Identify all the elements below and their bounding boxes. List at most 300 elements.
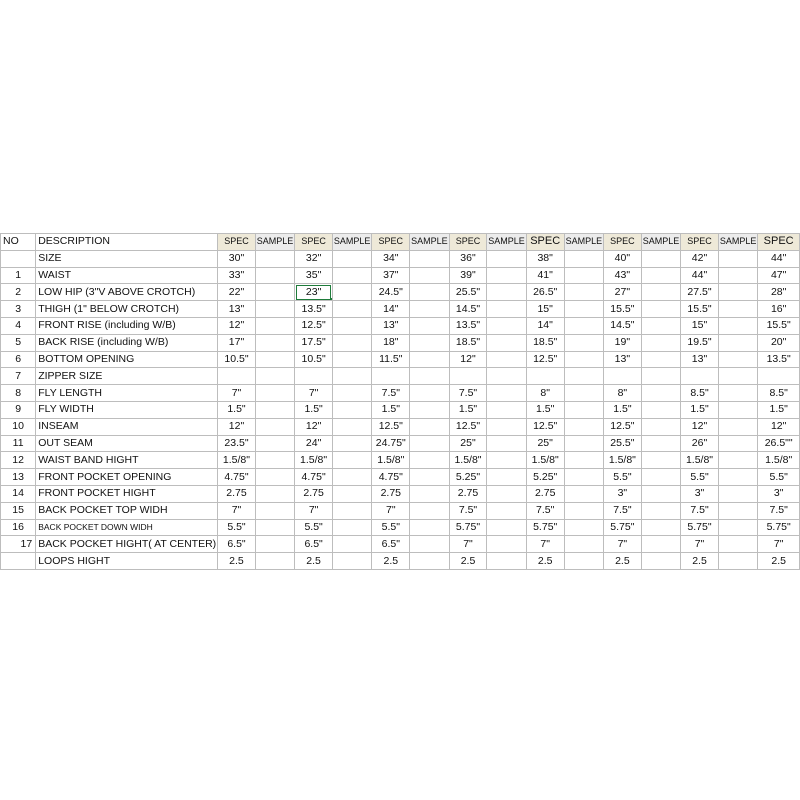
spec-value-cell[interactable]: 40" <box>604 250 642 267</box>
spec-value-cell[interactable]: 4.75" <box>295 469 333 486</box>
spec-value-cell[interactable]: 7" <box>526 536 564 553</box>
description-cell[interactable]: ZIPPER SIZE <box>36 368 218 385</box>
spec-value-cell[interactable]: 2.5 <box>758 553 800 570</box>
sample-value-cell[interactable] <box>641 368 681 385</box>
header-sample[interactable]: SAMPLE <box>487 234 527 251</box>
spec-value-cell[interactable]: 4.75" <box>372 469 410 486</box>
sample-value-cell[interactable] <box>255 317 295 334</box>
sample-value-cell[interactable] <box>718 435 758 452</box>
spec-value-cell[interactable]: 2.5 <box>372 553 410 570</box>
row-number-cell[interactable]: 10 <box>1 418 36 435</box>
sample-value-cell[interactable] <box>410 317 450 334</box>
spec-value-cell[interactable]: 5.75" <box>758 519 800 536</box>
spec-value-cell[interactable]: 3" <box>604 485 642 502</box>
spec-value-cell[interactable]: 7.5" <box>449 385 487 402</box>
description-cell[interactable]: BOTTOM OPENING <box>36 351 218 368</box>
sample-value-cell[interactable] <box>641 317 681 334</box>
spec-value-cell[interactable]: 17" <box>218 334 256 351</box>
description-cell[interactable]: OUT SEAM <box>36 435 218 452</box>
spec-value-cell[interactable]: 2.5 <box>295 553 333 570</box>
spec-value-cell[interactable]: 7" <box>449 536 487 553</box>
spec-value-cell[interactable]: 12" <box>218 418 256 435</box>
sample-value-cell[interactable] <box>641 485 681 502</box>
spec-value-cell[interactable] <box>372 368 410 385</box>
sample-value-cell[interactable] <box>332 284 372 301</box>
spec-value-cell[interactable]: 13" <box>218 301 256 318</box>
selection-fill-handle[interactable] <box>330 298 333 301</box>
spec-value-cell[interactable]: 27.5" <box>681 284 719 301</box>
sample-value-cell[interactable] <box>255 301 295 318</box>
row-number-cell[interactable]: 15 <box>1 502 36 519</box>
sample-value-cell[interactable] <box>332 267 372 284</box>
spec-value-cell[interactable]: 39" <box>449 267 487 284</box>
spec-value-cell[interactable]: 36" <box>449 250 487 267</box>
sample-value-cell[interactable] <box>255 351 295 368</box>
spec-value-cell[interactable]: 12.5" <box>295 317 333 334</box>
header-spec[interactable]: SPEC <box>604 234 642 251</box>
spec-value-cell[interactable]: 15.5" <box>604 301 642 318</box>
spec-value-cell[interactable]: 15" <box>681 317 719 334</box>
spec-value-cell[interactable]: 44" <box>758 250 800 267</box>
sample-value-cell[interactable] <box>564 284 604 301</box>
header-spec[interactable]: SPEC <box>526 234 564 251</box>
sample-value-cell[interactable] <box>255 485 295 502</box>
spec-value-cell[interactable]: 1.5" <box>295 401 333 418</box>
spec-value-cell[interactable] <box>604 368 642 385</box>
description-cell[interactable]: LOW HIP (3"V ABOVE CROTCH) <box>36 284 218 301</box>
spec-value-cell[interactable]: 7.5" <box>681 502 719 519</box>
sample-value-cell[interactable] <box>718 284 758 301</box>
spec-value-cell[interactable]: 24.75" <box>372 435 410 452</box>
sample-value-cell[interactable] <box>410 401 450 418</box>
sample-value-cell[interactable] <box>255 519 295 536</box>
spec-value-cell[interactable]: 14" <box>526 317 564 334</box>
spec-value-cell[interactable]: 25.5" <box>449 284 487 301</box>
spec-value-cell[interactable]: 5.5" <box>372 519 410 536</box>
header-sample[interactable]: SAMPLE <box>410 234 450 251</box>
spec-value-cell[interactable]: 15.5" <box>681 301 719 318</box>
row-number-cell[interactable]: 13 <box>1 469 36 486</box>
sample-value-cell[interactable] <box>641 401 681 418</box>
spec-value-cell[interactable]: 7.5" <box>758 502 800 519</box>
sample-value-cell[interactable] <box>641 519 681 536</box>
sample-value-cell[interactable] <box>641 250 681 267</box>
spec-value-cell[interactable]: 35" <box>295 267 333 284</box>
row-number-cell[interactable]: 17 <box>1 536 36 553</box>
description-cell[interactable]: WAIST <box>36 267 218 284</box>
sample-value-cell[interactable] <box>332 519 372 536</box>
header-sample[interactable]: SAMPLE <box>255 234 295 251</box>
spec-value-cell[interactable]: 13" <box>372 317 410 334</box>
sample-value-cell[interactable] <box>641 385 681 402</box>
spec-value-cell[interactable]: 7" <box>372 502 410 519</box>
spec-value-cell[interactable] <box>526 368 564 385</box>
sample-value-cell[interactable] <box>410 250 450 267</box>
sample-value-cell[interactable] <box>332 469 372 486</box>
spec-value-cell[interactable]: 3" <box>758 485 800 502</box>
sample-value-cell[interactable] <box>718 519 758 536</box>
spec-value-cell[interactable]: 5.75" <box>526 519 564 536</box>
spec-value-cell[interactable]: 42" <box>681 250 719 267</box>
sample-value-cell[interactable] <box>718 368 758 385</box>
sample-value-cell[interactable] <box>410 435 450 452</box>
spec-value-cell[interactable]: 26" <box>681 435 719 452</box>
spec-value-cell[interactable]: 25" <box>449 435 487 452</box>
sample-value-cell[interactable] <box>641 284 681 301</box>
spec-value-cell[interactable]: 5.5" <box>295 519 333 536</box>
sample-value-cell[interactable] <box>332 435 372 452</box>
spec-value-cell[interactable]: 16" <box>758 301 800 318</box>
spec-value-cell[interactable]: 1.5/8" <box>526 452 564 469</box>
sample-value-cell[interactable] <box>410 267 450 284</box>
sample-value-cell[interactable] <box>410 485 450 502</box>
spec-value-cell[interactable]: 4.75" <box>218 469 256 486</box>
sample-value-cell[interactable] <box>718 317 758 334</box>
sample-value-cell[interactable] <box>332 502 372 519</box>
row-number-cell[interactable]: 1 <box>1 267 36 284</box>
description-cell[interactable]: BACK RISE (including W/B) <box>36 334 218 351</box>
sample-value-cell[interactable] <box>718 536 758 553</box>
sample-value-cell[interactable] <box>718 553 758 570</box>
spec-value-cell[interactable]: 25" <box>526 435 564 452</box>
description-cell[interactable]: BACK POCKET HIGHT( AT CENTER) <box>36 536 218 553</box>
sample-value-cell[interactable] <box>332 368 372 385</box>
description-cell[interactable]: SIZE <box>36 250 218 267</box>
spec-value-cell[interactable]: 27" <box>604 284 642 301</box>
sample-value-cell[interactable] <box>332 317 372 334</box>
spec-value-cell[interactable]: 26.5" <box>526 284 564 301</box>
spec-value-cell[interactable]: 6.5" <box>295 536 333 553</box>
spec-value-cell[interactable]: 5.25" <box>449 469 487 486</box>
sample-value-cell[interactable] <box>332 401 372 418</box>
sample-value-cell[interactable] <box>487 418 527 435</box>
description-cell[interactable]: BACK POCKET TOP WIDH <box>36 502 218 519</box>
sample-value-cell[interactable] <box>718 385 758 402</box>
spec-value-cell[interactable]: 6.5" <box>372 536 410 553</box>
sample-value-cell[interactable] <box>410 368 450 385</box>
sample-value-cell[interactable] <box>487 334 527 351</box>
sample-value-cell[interactable] <box>255 536 295 553</box>
spec-value-cell[interactable]: 22" <box>218 284 256 301</box>
spec-value-cell[interactable]: 1.5" <box>526 401 564 418</box>
row-number-cell[interactable]: 7 <box>1 368 36 385</box>
sample-value-cell[interactable] <box>332 250 372 267</box>
spec-value-cell[interactable]: 12.5" <box>372 418 410 435</box>
sample-value-cell[interactable] <box>641 351 681 368</box>
spec-value-cell[interactable]: 1.5/8" <box>604 452 642 469</box>
sample-value-cell[interactable] <box>487 519 527 536</box>
description-cell[interactable]: LOOPS HIGHT <box>36 553 218 570</box>
spec-value-cell[interactable]: 13.5" <box>449 317 487 334</box>
spec-value-cell[interactable]: 2.75 <box>218 485 256 502</box>
header-spec[interactable]: SPEC <box>218 234 256 251</box>
sample-value-cell[interactable] <box>718 334 758 351</box>
sample-value-cell[interactable] <box>487 301 527 318</box>
spec-value-cell[interactable]: 18" <box>372 334 410 351</box>
spec-value-cell[interactable]: 12.5" <box>526 418 564 435</box>
header-spec[interactable]: SPEC <box>758 234 800 251</box>
spec-value-cell[interactable]: 5.75" <box>604 519 642 536</box>
spec-value-cell[interactable]: 12" <box>218 317 256 334</box>
spec-value-cell[interactable]: 33" <box>218 267 256 284</box>
description-cell[interactable]: BACK POCKET DOWN WIDH <box>36 519 218 536</box>
sample-value-cell[interactable] <box>487 469 527 486</box>
sample-value-cell[interactable] <box>410 301 450 318</box>
row-number-cell[interactable]: 11 <box>1 435 36 452</box>
spec-value-cell[interactable]: 14.5" <box>604 317 642 334</box>
sample-value-cell[interactable] <box>487 267 527 284</box>
description-cell[interactable]: FLY WIDTH <box>36 401 218 418</box>
spec-value-cell[interactable]: 1.5" <box>681 401 719 418</box>
sample-value-cell[interactable] <box>564 418 604 435</box>
spec-value-cell[interactable]: 26.5"" <box>758 435 800 452</box>
spec-value-cell[interactable]: 1.5" <box>758 401 800 418</box>
spec-value-cell[interactable]: 10.5" <box>295 351 333 368</box>
sample-value-cell[interactable] <box>564 301 604 318</box>
sample-value-cell[interactable] <box>255 267 295 284</box>
spec-value-cell[interactable]: 6.5" <box>218 536 256 553</box>
sample-value-cell[interactable] <box>332 452 372 469</box>
spec-value-cell[interactable]: 7" <box>604 536 642 553</box>
description-cell[interactable]: INSEAM <box>36 418 218 435</box>
sample-value-cell[interactable] <box>410 519 450 536</box>
sample-value-cell[interactable] <box>718 250 758 267</box>
sample-value-cell[interactable] <box>487 385 527 402</box>
sample-value-cell[interactable] <box>255 502 295 519</box>
row-number-cell[interactable]: 2 <box>1 284 36 301</box>
sample-value-cell[interactable] <box>255 553 295 570</box>
sample-value-cell[interactable] <box>564 385 604 402</box>
header-spec[interactable]: SPEC <box>449 234 487 251</box>
sample-value-cell[interactable] <box>332 334 372 351</box>
sample-value-cell[interactable] <box>410 385 450 402</box>
sample-value-cell[interactable] <box>487 435 527 452</box>
sample-value-cell[interactable] <box>487 553 527 570</box>
sample-value-cell[interactable] <box>718 418 758 435</box>
row-number-cell[interactable]: 16 <box>1 519 36 536</box>
sample-value-cell[interactable] <box>641 452 681 469</box>
sample-value-cell[interactable] <box>410 418 450 435</box>
sample-value-cell[interactable] <box>641 334 681 351</box>
row-number-cell[interactable]: 9 <box>1 401 36 418</box>
spec-value-cell[interactable]: 2.75 <box>372 485 410 502</box>
sample-value-cell[interactable] <box>410 452 450 469</box>
sample-value-cell[interactable] <box>255 250 295 267</box>
sample-value-cell[interactable] <box>332 553 372 570</box>
sample-value-cell[interactable] <box>564 536 604 553</box>
sample-value-cell[interactable] <box>718 502 758 519</box>
sample-value-cell[interactable] <box>255 368 295 385</box>
spec-value-cell[interactable]: 5.5" <box>758 469 800 486</box>
description-cell[interactable]: WAIST BAND HIGHT <box>36 452 218 469</box>
spec-value-cell[interactable]: 12.5" <box>526 351 564 368</box>
row-number-cell[interactable] <box>1 553 36 570</box>
sample-value-cell[interactable] <box>564 519 604 536</box>
spec-value-cell[interactable]: 5.5" <box>604 469 642 486</box>
sample-value-cell[interactable] <box>641 553 681 570</box>
description-cell[interactable]: FRONT POCKET OPENING <box>36 469 218 486</box>
spec-value-cell[interactable]: 23.5" <box>218 435 256 452</box>
header-sample[interactable]: SAMPLE <box>641 234 681 251</box>
spec-value-cell[interactable]: 7.5" <box>526 502 564 519</box>
row-number-cell[interactable]: 14 <box>1 485 36 502</box>
description-cell[interactable]: FRONT POCKET HIGHT <box>36 485 218 502</box>
sample-value-cell[interactable] <box>641 267 681 284</box>
spec-value-cell[interactable]: 5.5" <box>218 519 256 536</box>
header-description[interactable]: DESCRIPTION <box>36 234 218 251</box>
spec-value-cell[interactable]: 17.5" <box>295 334 333 351</box>
spec-value-cell[interactable]: 7" <box>295 502 333 519</box>
spec-value-cell[interactable]: 1.5/8" <box>372 452 410 469</box>
spec-value-cell[interactable]: 10.5" <box>218 351 256 368</box>
spec-value-cell[interactable]: 5.75" <box>449 519 487 536</box>
sample-value-cell[interactable] <box>332 385 372 402</box>
spec-value-cell[interactable]: 1.5/8" <box>449 452 487 469</box>
spec-value-cell[interactable]: 7" <box>295 385 333 402</box>
sample-value-cell[interactable] <box>332 301 372 318</box>
sample-value-cell[interactable] <box>487 536 527 553</box>
header-sample[interactable]: SAMPLE <box>718 234 758 251</box>
spec-value-cell[interactable]: 2.5 <box>681 553 719 570</box>
spec-value-cell[interactable]: 28" <box>758 284 800 301</box>
sample-value-cell[interactable] <box>564 317 604 334</box>
spec-value-cell[interactable]: 1.5" <box>218 401 256 418</box>
sample-value-cell[interactable] <box>564 485 604 502</box>
spec-value-cell[interactable] <box>758 368 800 385</box>
spec-value-cell[interactable]: 2.75 <box>295 485 333 502</box>
spec-value-cell[interactable]: 7" <box>218 385 256 402</box>
row-number-cell[interactable]: 8 <box>1 385 36 402</box>
spec-value-cell[interactable]: 7" <box>218 502 256 519</box>
sample-value-cell[interactable] <box>718 452 758 469</box>
sample-value-cell[interactable] <box>564 469 604 486</box>
sample-value-cell[interactable] <box>332 536 372 553</box>
sample-value-cell[interactable] <box>255 401 295 418</box>
spec-value-cell[interactable] <box>295 284 333 301</box>
sample-value-cell[interactable] <box>410 469 450 486</box>
sample-value-cell[interactable] <box>487 250 527 267</box>
sample-value-cell[interactable] <box>718 485 758 502</box>
spec-value-cell[interactable]: 1.5/8" <box>295 452 333 469</box>
spec-value-cell[interactable]: 7.5" <box>449 502 487 519</box>
spec-value-cell[interactable]: 12.5" <box>449 418 487 435</box>
spec-value-cell[interactable]: 3" <box>681 485 719 502</box>
spec-value-cell[interactable]: 18.5" <box>449 334 487 351</box>
spec-value-cell[interactable]: 15" <box>526 301 564 318</box>
spec-value-cell[interactable]: 12" <box>681 418 719 435</box>
sample-value-cell[interactable] <box>487 485 527 502</box>
sample-value-cell[interactable] <box>564 368 604 385</box>
sample-value-cell[interactable] <box>564 250 604 267</box>
spec-value-cell[interactable]: 8.5" <box>758 385 800 402</box>
sample-value-cell[interactable] <box>332 418 372 435</box>
header-spec[interactable]: SPEC <box>295 234 333 251</box>
sample-value-cell[interactable] <box>410 284 450 301</box>
description-cell[interactable]: FRONT RISE (including W/B) <box>36 317 218 334</box>
sample-value-cell[interactable] <box>641 435 681 452</box>
spec-value-cell[interactable]: 13.5" <box>758 351 800 368</box>
header-spec[interactable]: SPEC <box>681 234 719 251</box>
spec-value-cell[interactable]: 1.5" <box>372 401 410 418</box>
sample-value-cell[interactable] <box>410 536 450 553</box>
spec-value-cell[interactable]: 19" <box>604 334 642 351</box>
sample-value-cell[interactable] <box>332 351 372 368</box>
spec-value-cell[interactable]: 7" <box>681 536 719 553</box>
spec-value-cell[interactable]: 5.25" <box>526 469 564 486</box>
sample-value-cell[interactable] <box>255 284 295 301</box>
spec-value-cell[interactable]: 11.5" <box>372 351 410 368</box>
row-number-cell[interactable] <box>1 250 36 267</box>
spec-value-cell[interactable]: 12" <box>758 418 800 435</box>
spec-value-cell[interactable]: 8" <box>604 385 642 402</box>
spec-value-cell[interactable]: 2.75 <box>449 485 487 502</box>
spec-value-cell[interactable]: 32" <box>295 250 333 267</box>
spec-value-cell[interactable]: 20" <box>758 334 800 351</box>
spec-value-cell[interactable]: 30" <box>218 250 256 267</box>
sample-value-cell[interactable] <box>487 452 527 469</box>
header-no[interactable]: NO <box>1 234 36 251</box>
sample-value-cell[interactable] <box>487 351 527 368</box>
sample-value-cell[interactable] <box>564 351 604 368</box>
row-number-cell[interactable]: 12 <box>1 452 36 469</box>
spec-value-cell[interactable]: 1.5" <box>604 401 642 418</box>
spec-value-cell[interactable]: 34" <box>372 250 410 267</box>
spec-value-cell[interactable]: 44" <box>681 267 719 284</box>
spec-value-cell[interactable]: 24.5" <box>372 284 410 301</box>
sample-value-cell[interactable] <box>255 385 295 402</box>
header-sample[interactable]: SAMPLE <box>332 234 372 251</box>
spec-value-cell[interactable]: 2.5 <box>526 553 564 570</box>
sample-value-cell[interactable] <box>564 401 604 418</box>
row-number-cell[interactable]: 4 <box>1 317 36 334</box>
sample-value-cell[interactable] <box>255 452 295 469</box>
spec-value-cell[interactable]: 2.5 <box>449 553 487 570</box>
spec-value-cell[interactable]: 24" <box>295 435 333 452</box>
header-sample[interactable]: SAMPLE <box>564 234 604 251</box>
sample-value-cell[interactable] <box>255 334 295 351</box>
sample-value-cell[interactable] <box>564 435 604 452</box>
spec-value-cell[interactable]: 8.5" <box>681 385 719 402</box>
spec-value-cell[interactable]: 14" <box>372 301 410 318</box>
sample-value-cell[interactable] <box>564 553 604 570</box>
row-number-cell[interactable]: 6 <box>1 351 36 368</box>
sample-value-cell[interactable] <box>564 334 604 351</box>
sample-value-cell[interactable] <box>564 502 604 519</box>
spec-value-cell[interactable] <box>295 368 333 385</box>
spec-value-cell[interactable]: 14.5" <box>449 301 487 318</box>
spec-value-cell[interactable]: 47" <box>758 267 800 284</box>
spec-value-cell[interactable]: 1.5" <box>449 401 487 418</box>
spec-value-cell[interactable]: 2.75 <box>526 485 564 502</box>
description-cell[interactable]: THIGH (1" BELOW CROTCH) <box>36 301 218 318</box>
spec-value-cell[interactable]: 37" <box>372 267 410 284</box>
sample-value-cell[interactable] <box>718 301 758 318</box>
sample-value-cell[interactable] <box>255 469 295 486</box>
spec-value-cell[interactable]: 18.5" <box>526 334 564 351</box>
spec-value-cell[interactable]: 43" <box>604 267 642 284</box>
row-number-cell[interactable]: 5 <box>1 334 36 351</box>
spec-value-cell[interactable]: 7.5" <box>604 502 642 519</box>
spec-value-cell[interactable] <box>681 368 719 385</box>
sample-value-cell[interactable] <box>564 452 604 469</box>
spec-value-cell[interactable]: 1.5/8" <box>218 452 256 469</box>
spec-value-cell[interactable]: 8" <box>526 385 564 402</box>
sample-value-cell[interactable] <box>487 368 527 385</box>
spec-value-cell[interactable]: 41" <box>526 267 564 284</box>
sample-value-cell[interactable] <box>255 435 295 452</box>
spec-value-cell[interactable]: 1.5/8" <box>681 452 719 469</box>
spec-value-cell[interactable]: 25.5" <box>604 435 642 452</box>
